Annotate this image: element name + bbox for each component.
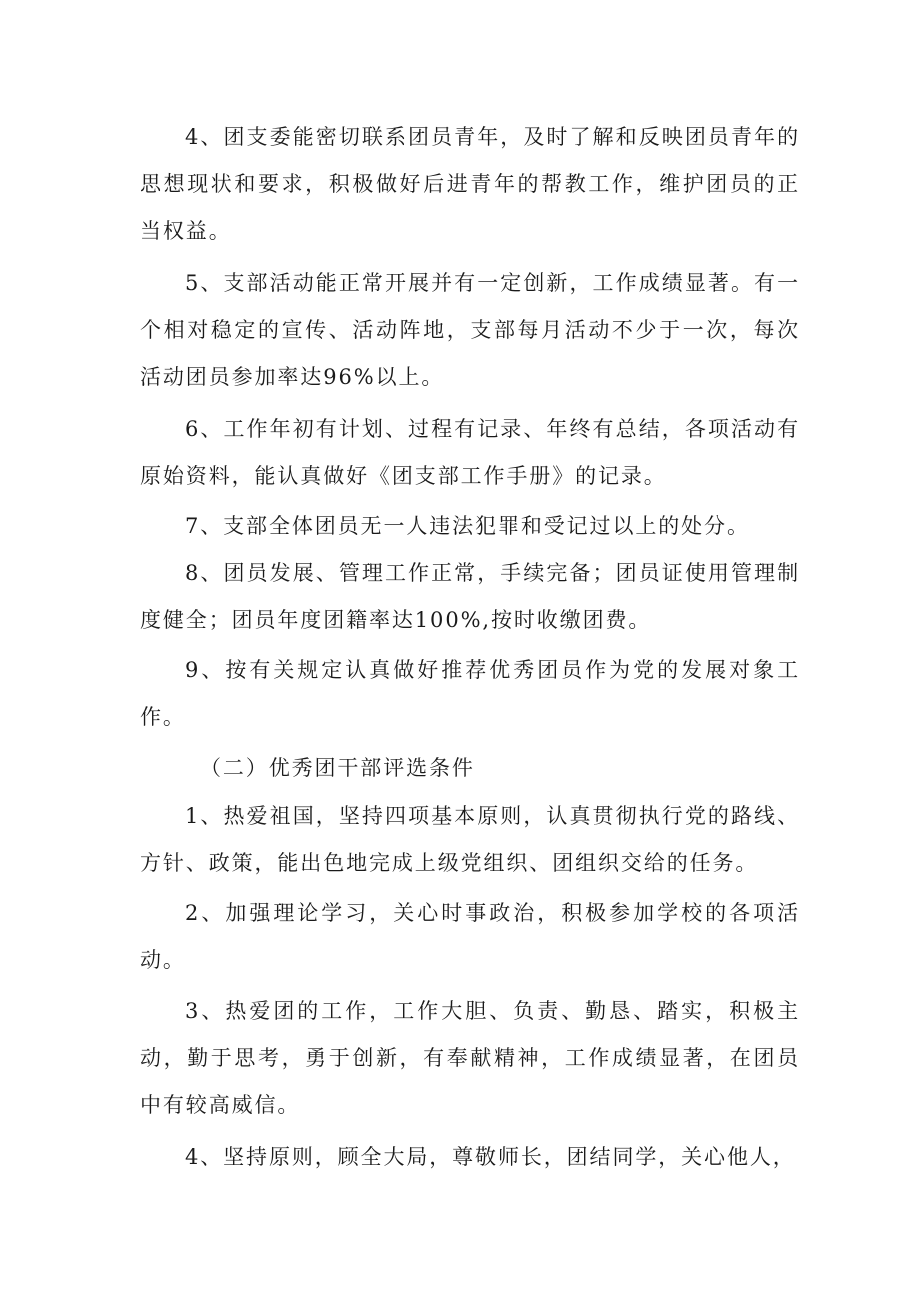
section-heading: （二）优秀团干部评选条件 — [200, 756, 475, 780]
paragraph-item-8: 8、团员发展、管理工作正常，手续完备；团员证使用管理制度健全；团员年度团籍率达100%,按时收缴团费。 — [140, 561, 800, 632]
paragraph-item-7: 7、支部全体团员无一人违法犯罪和受记过以上的处分。 — [185, 514, 750, 538]
criteria-item-1: 1、热爱祖国，坚持四项基本原则，认真贯彻执行党的路线、方针、政策，能出色地完成上级党组织、团组织交给的任务。 — [140, 804, 800, 875]
criteria-item-3: 3、热爱团的工作，工作大胆、负责、勤恳、踏实，积极主动，勤于思考，勇于创新，有奉献精神，工作成绩显著，在团员中有较高威信。 — [140, 999, 800, 1117]
criteria-item-2: 2、加强理论学习，关心时事政治，积极参加学校的各项活动。 — [140, 901, 800, 972]
paragraph-item-4: 4、团支委能密切联系团员青年，及时了解和反映团员青年的思想现状和要求，积极做好后进青年的帮教工作，维护团员的正当权益。 — [140, 125, 800, 243]
paragraph-item-6: 6、工作年初有计划、过程有记录、年终有总结，各项活动有原始资料，能认真做好《团支部工作手册》的记录。 — [140, 417, 800, 488]
criteria-item-4: 4、坚持原则，顾全大局，尊敬师长，团结同学，关心他人， — [185, 1145, 796, 1169]
paragraph-item-5: 5、支部活动能正常开展并有一定创新，工作成绩显著。有一个相对稳定的宣传、活动阵地，支部每月活动不少于一次，每次活动团员参加率达96%以上。 — [140, 271, 800, 389]
paragraph-item-9: 9、按有关规定认真做好推荐优秀团员作为党的发展对象工作。 — [140, 658, 800, 729]
